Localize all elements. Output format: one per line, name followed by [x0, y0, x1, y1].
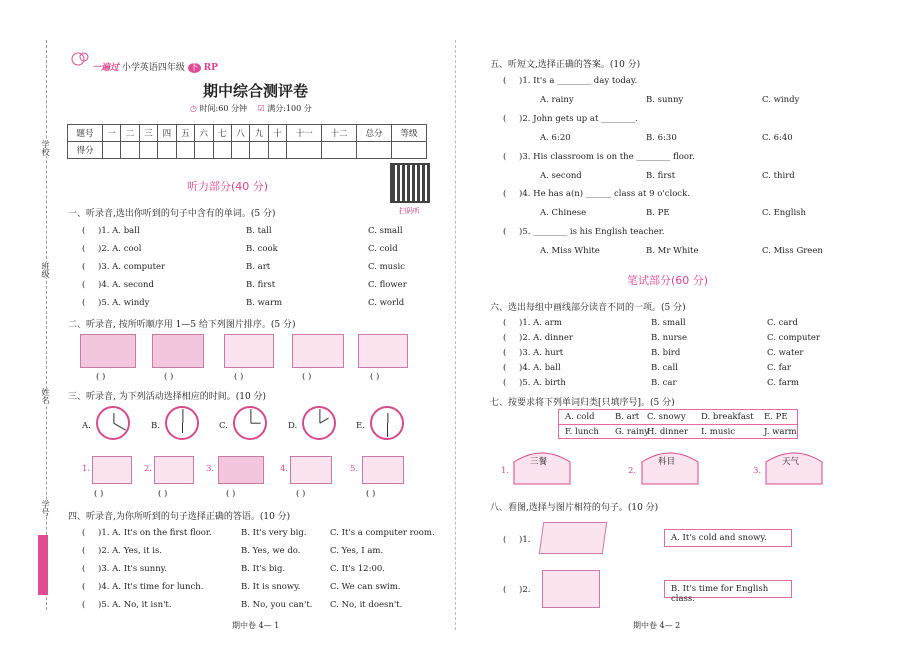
option-a[interactable]: A. ball: [533, 363, 561, 373]
option-b[interactable]: B. Mr White: [646, 246, 699, 256]
question: )2. John gets up at ________.: [519, 114, 638, 124]
q-no: )3.: [98, 262, 110, 272]
score-table: [67, 124, 427, 159]
cat-no: 1.: [501, 466, 510, 476]
s8-title: 八、看图,选择与图片相符的句子。(10 分): [490, 503, 659, 513]
score-head: 七: [213, 125, 231, 142]
option-a[interactable]: A. arm: [533, 318, 562, 328]
paren[interactable]: (: [503, 348, 507, 358]
word: E. PE: [764, 412, 788, 422]
q-no: )4.: [98, 280, 110, 290]
paren[interactable]: (: [503, 535, 507, 545]
sentence-box: [664, 580, 792, 604]
option-b[interactable]: B. tall: [246, 226, 272, 236]
option-a[interactable]: A. dinner: [533, 333, 573, 343]
score-cell[interactable]: [250, 142, 268, 159]
score-head: 十二: [322, 125, 357, 142]
series: 小学英语四年级: [121, 63, 185, 73]
score-head: 三: [139, 125, 157, 142]
option-a[interactable]: A. It's time for lunch.: [112, 582, 204, 592]
question: )1. It's a ________ day today.: [519, 76, 638, 86]
cat-label: 天气: [782, 457, 800, 467]
q-no: )5.: [519, 378, 531, 388]
qr-code[interactable]: [390, 163, 430, 203]
option-c[interactable]: C. farm: [767, 378, 799, 388]
vol-badge: 下: [189, 63, 199, 73]
option-b[interactable]: B. It's big.: [241, 564, 286, 574]
option-b[interactable]: B. first: [646, 171, 676, 181]
paren[interactable]: (: [82, 600, 86, 610]
score-head: 八: [231, 125, 249, 142]
cat-label: 科目: [658, 457, 676, 467]
s2-title: 二、听录音, 按所听顺序用 1—5 给下列图片排序。(5 分): [68, 320, 296, 330]
activity-picture: [362, 456, 404, 484]
option-c[interactable]: C. No, it doesn't.: [330, 600, 403, 610]
word: G. rainy: [615, 427, 650, 437]
paren[interactable]: (: [82, 298, 86, 308]
q-no: )3.: [98, 564, 110, 574]
clock-icon: [165, 406, 199, 440]
time-limit: 时间:60 分钟: [199, 104, 247, 113]
paren[interactable]: (: [503, 114, 507, 124]
score-cell[interactable]: [322, 142, 357, 159]
binding-logo: [38, 535, 48, 595]
score-header-row: [68, 125, 427, 142]
option-b[interactable]: B. cook: [246, 244, 278, 254]
paren[interactable]: (: [82, 262, 86, 272]
option-c[interactable]: C. English: [762, 208, 806, 218]
score-label: 得分: [68, 142, 103, 159]
score-cell[interactable]: [139, 142, 157, 159]
option-c[interactable]: C. music: [368, 262, 405, 272]
cat-no: 3.: [753, 466, 762, 476]
footer-left: 期中卷 4— 1: [232, 621, 280, 630]
word-bank-divider: [559, 424, 797, 425]
paren[interactable]: (: [503, 585, 507, 595]
clock-icon: [233, 406, 267, 440]
word: H. dinner: [647, 427, 689, 437]
sentence: A. It's cold and snowy.: [671, 533, 767, 543]
q-no: )2.: [519, 333, 531, 343]
score-cell[interactable]: [231, 142, 249, 159]
score-cell[interactable]: [121, 142, 139, 159]
word: A. cold: [565, 412, 595, 422]
option-b[interactable]: B. small: [651, 318, 686, 328]
option-c[interactable]: C. card: [767, 318, 798, 328]
option-c[interactable]: C. windy: [762, 95, 800, 105]
option-a[interactable]: A. rainy: [540, 95, 574, 105]
score-cell[interactable]: [213, 142, 231, 159]
q-no: )3.: [519, 348, 531, 358]
option-a[interactable]: A. Chinese: [540, 208, 587, 218]
score-row: [68, 142, 427, 159]
score-cell[interactable]: [176, 142, 194, 159]
option-c[interactable]: C. world: [368, 298, 405, 308]
activity-no: 1.: [82, 464, 91, 474]
s6-title: 六、选出每组中画线部分读音不同的一项。(5 分): [490, 303, 686, 313]
activity-picture: [154, 456, 194, 484]
listening-title: 听力部分(40 分): [187, 180, 269, 193]
score-head: 九: [250, 125, 268, 142]
clock-label: D.: [288, 421, 298, 431]
score-cell[interactable]: [195, 142, 213, 159]
clock-label: E.: [356, 421, 365, 431]
score-head: 十: [268, 125, 286, 142]
footer-right: 期中卷 4— 2: [633, 621, 681, 630]
q-no: )1.: [98, 226, 110, 236]
option-b[interactable]: B. car: [651, 378, 677, 388]
score-cell[interactable]: [102, 142, 120, 159]
clock-label: B.: [151, 421, 160, 431]
question: )4. He has a(n) ______ class at 9 o'clock.: [519, 189, 690, 199]
word: J. warm: [764, 427, 797, 437]
option-b[interactable]: B. first: [246, 280, 276, 290]
writing-title: 笔试部分(60 分): [627, 274, 709, 287]
option-c[interactable]: C. We can swim.: [330, 582, 401, 592]
cat-label: 三餐: [530, 457, 548, 467]
answer-paren[interactable]: ( ): [296, 489, 306, 499]
paren[interactable]: (: [82, 564, 86, 574]
school-label: 学校: [41, 140, 50, 156]
score-cell[interactable]: [158, 142, 176, 159]
option-b[interactable]: B. call: [651, 363, 678, 373]
score-head: 一: [102, 125, 120, 142]
score-cell[interactable]: [268, 142, 286, 159]
option-c[interactable]: C. Miss Green: [762, 246, 823, 256]
q-no: )4.: [98, 582, 110, 592]
clock-icon: [370, 406, 404, 440]
q-no: )4.: [519, 363, 531, 373]
answer-paren[interactable]: ( ): [226, 489, 236, 499]
picture-classroom: [80, 334, 136, 368]
option-a[interactable]: A. windy: [112, 298, 150, 308]
s4-title: 四、听录音,为你所听到的句子选择正确的答语。(10 分): [68, 512, 291, 522]
paren[interactable]: (: [82, 546, 86, 556]
option-b[interactable]: B. PE: [646, 208, 670, 218]
q-no: )1.: [98, 528, 110, 538]
paren[interactable]: (: [503, 363, 507, 373]
word: D. breakfast: [701, 412, 754, 422]
activity-no: 4.: [280, 464, 289, 474]
page-title: 期中综合测评卷: [203, 82, 309, 100]
paren[interactable]: (: [503, 378, 507, 388]
option-b[interactable]: B. art: [246, 262, 271, 272]
option-a[interactable]: A. 6:20: [540, 133, 571, 143]
qr-label: 扫码听: [399, 207, 420, 215]
answer-paren[interactable]: ( ): [366, 489, 376, 499]
option-b[interactable]: B. sunny: [646, 95, 684, 105]
question: )3. His classroom is on the ________ floor.: [519, 152, 695, 162]
score-head: 二: [121, 125, 139, 142]
paren[interactable]: (: [82, 528, 86, 538]
option-a[interactable]: A. ball: [112, 226, 140, 236]
activity-picture: [290, 456, 332, 484]
option-c[interactable]: C. cold: [368, 244, 398, 254]
s3-title: 三、听录音, 为下列活动选择相应的时间。(10 分): [68, 392, 267, 402]
q-no: )5.: [98, 600, 110, 610]
option-c[interactable]: C. Yes, I am.: [330, 546, 384, 556]
word: B. art: [615, 412, 640, 422]
page-divider: [455, 40, 456, 630]
option-c[interactable]: C. third: [762, 171, 795, 181]
answer-paren[interactable]: ( ): [96, 372, 106, 382]
option-b[interactable]: B. It is snowy.: [241, 582, 301, 592]
score-cell[interactable]: [287, 142, 322, 159]
activity-no: 2.: [144, 464, 153, 474]
score-head: 十一: [287, 125, 322, 142]
sentence-box: [664, 529, 792, 547]
s7-title: 七、按要求将下列单词归类[只填序号]。(5 分): [490, 398, 675, 408]
word: C. snowy: [647, 412, 686, 422]
edition: RP: [203, 63, 218, 73]
option-b[interactable]: B. No, you can't.: [241, 600, 313, 610]
score-head: 题号: [68, 125, 103, 142]
picture-school: [539, 522, 607, 554]
paren[interactable]: (: [82, 244, 86, 254]
house-meals: [512, 446, 572, 490]
score-head: 等级: [392, 125, 427, 142]
paren[interactable]: (: [82, 280, 86, 290]
s1-title: 一、听录音,选出你听到的句子中含有的单词。(5 分): [68, 209, 276, 219]
activity-no: 3.: [206, 464, 215, 474]
option-b[interactable]: B. 6:30: [646, 133, 677, 143]
id-label: 学号: [41, 500, 50, 516]
option-a[interactable]: A. cool: [112, 244, 142, 254]
clock-label: A.: [82, 421, 91, 431]
paren[interactable]: (: [82, 226, 86, 236]
answer-paren[interactable]: ( ): [158, 489, 168, 499]
option-a[interactable]: A. birth: [533, 378, 566, 388]
answer-paren[interactable]: ( ): [370, 372, 380, 382]
sentence: B. It's time for English class.: [671, 584, 769, 604]
picture-girl: [292, 334, 344, 368]
picture-sleeping-boy: [542, 570, 600, 608]
paren[interactable]: (: [503, 318, 507, 328]
option-a[interactable]: A. Yes, it is.: [112, 546, 163, 556]
option-a[interactable]: A. No, it isn't.: [112, 600, 172, 610]
option-c[interactable]: C. It's a computer room.: [330, 528, 435, 538]
paren[interactable]: (: [503, 333, 507, 343]
score-cell[interactable]: [357, 142, 392, 159]
answer-paren[interactable]: ( ): [302, 372, 312, 382]
option-c[interactable]: C. far: [767, 363, 791, 373]
binding-line: [46, 40, 47, 610]
option-c[interactable]: C. flower: [368, 280, 407, 290]
clock-icon: ◷: [190, 104, 197, 113]
picture-library: [152, 334, 204, 368]
clock-icon: [302, 406, 336, 440]
option-b[interactable]: B. Yes, we do.: [241, 546, 301, 556]
option-a[interactable]: A. It's on the first floor.: [112, 528, 212, 538]
option-b[interactable]: B. warm: [246, 298, 283, 308]
score-head: 六: [195, 125, 213, 142]
picture-children: [358, 334, 408, 368]
q-no: )1.: [519, 318, 531, 328]
paren[interactable]: (: [82, 582, 86, 592]
q-no: )1.: [519, 535, 531, 545]
name-label: 姓名: [41, 388, 50, 404]
option-a[interactable]: A. Miss White: [540, 246, 600, 256]
class-label: 班级: [41, 262, 50, 278]
activity-picture: [92, 456, 132, 484]
cat-no: 2.: [628, 466, 637, 476]
score-head: 总分: [357, 125, 392, 142]
option-c[interactable]: C. small: [368, 226, 403, 236]
brand: 一遍过: [92, 63, 120, 73]
house-weather: [764, 446, 824, 490]
paren[interactable]: (: [503, 76, 507, 86]
answer-paren[interactable]: ( ): [94, 489, 104, 499]
picture-kids: [224, 334, 274, 368]
paren[interactable]: (: [503, 227, 507, 237]
activity-picture: [218, 456, 264, 484]
option-a[interactable]: A. It's sunny.: [112, 564, 168, 574]
activity-no: 5.: [350, 464, 359, 474]
paren[interactable]: (: [503, 152, 507, 162]
option-c[interactable]: C. water: [767, 348, 804, 358]
option-a[interactable]: A. computer: [112, 262, 166, 272]
score-cell[interactable]: [392, 142, 427, 159]
answer-paren[interactable]: ( ): [234, 372, 244, 382]
option-b[interactable]: B. bird: [651, 348, 681, 358]
score-head: 五: [176, 125, 194, 142]
flower-logo-icon: [70, 50, 92, 68]
word: I. music: [701, 427, 736, 437]
clock-icon: [96, 406, 130, 440]
question: )5. ________ is his English teacher.: [519, 227, 665, 237]
full-score: 满分:100 分: [267, 104, 312, 113]
option-b[interactable]: B. It's very big.: [241, 528, 307, 538]
paren[interactable]: (: [503, 189, 507, 199]
q-no: )2.: [519, 585, 531, 595]
score-head: 四: [158, 125, 176, 142]
clock-label: C.: [219, 421, 228, 431]
option-a[interactable]: A. second: [540, 171, 582, 181]
word: F. lunch: [565, 427, 599, 437]
option-c[interactable]: C. It's 12:00.: [330, 564, 385, 574]
answer-paren[interactable]: ( ): [164, 372, 174, 382]
house-subjects: [640, 446, 700, 490]
q-no: )2.: [98, 244, 110, 254]
option-a[interactable]: A. hurt: [533, 348, 564, 358]
option-a[interactable]: A. second: [112, 280, 154, 290]
option-b[interactable]: B. nurse: [651, 333, 688, 343]
s5-title: 五、听短文,选择正确的答案。(10 分): [490, 60, 641, 70]
q-no: )2.: [98, 546, 110, 556]
option-c[interactable]: C. 6:40: [762, 133, 793, 143]
check-icon: ☑: [257, 104, 265, 113]
option-c[interactable]: C. computer: [767, 333, 820, 343]
q-no: )5.: [98, 298, 110, 308]
word-bank: [558, 409, 798, 439]
